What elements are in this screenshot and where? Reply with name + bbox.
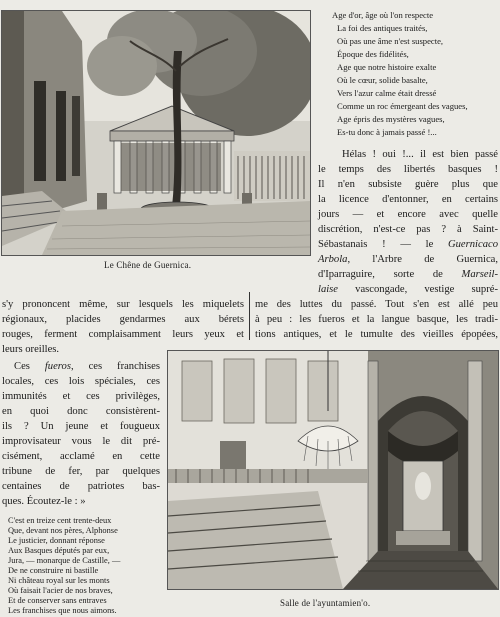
oak-of-guernica-illustration [1,10,311,256]
text-line: immunités et ces privilèges, [2,391,160,402]
poem-line: Époque des fidélités, [337,49,409,59]
song-line: Aux Basques députés par eux, [8,546,110,555]
song-line: Et de conserver sans entraves [8,596,107,605]
text-line: cisément, acclamé en cette [2,451,160,462]
text-line: jours — et encore avec quelle [318,209,498,220]
song-line: Les franchises que nous aimons. [8,606,117,615]
poem-line: Age que notre histoire exalte [337,62,437,72]
song-line: Que, devant nos pères, Alphonse [8,526,118,535]
text-line: tribune de fer, par quelques [2,466,160,477]
text-line: rouges, ferment complaisamment leurs yeux et [2,329,244,340]
poem-line: La foi des antiques traités, [337,23,428,33]
poem-line: Age épris des mystères vagues, [337,114,445,124]
text-line: s'y prononcent même, sur lesquels les miquelets [2,299,244,310]
text-line: me des luttes du passé. Tout s'en est allé peu [255,299,498,310]
poem-line: Où pas une âme n'est suspecte, [337,36,444,46]
text-line: improvisateur vous le dit pré- [2,436,160,447]
text-line: locales, ces lois spéciales, ces [2,376,160,387]
text-line: discrétion, n'est-ce pas ? à Saint- [318,224,498,235]
text-line: Ces fueros, ces franchises [14,361,160,372]
text-line: le temps des libertés basques ! [318,164,498,175]
oak-engraving-art [2,11,310,255]
poem-line: Où le cœur, solide basalte, [337,75,428,85]
text-line: tions antiques, et le tumulte des vieilles épopées, [255,329,498,340]
text-line: Arbola, l'Arbre de Guernica, [318,254,498,265]
text-line: ques. Écoutez-le : » [2,496,86,507]
song-line: Jura, — monarque de Castille, — [8,556,121,565]
song-line: C'est en treize cent trente-deux [8,516,112,525]
text-line: d'Iparraguire, sorte de Marseil- [318,269,498,280]
poem-line: Vers l'azur calme était dressé [337,88,437,98]
text-line: centaines de patriotes bas- [2,481,160,492]
text-line: laise vascongade, vestige supré- [318,284,498,295]
hall-caption: Salle de l'ayuntamien'o. [280,598,371,608]
text-line: leurs oreilles. [2,344,60,355]
column-divider [249,292,250,340]
song-line: Le justicier, donnant réponse [8,536,105,545]
text-line: Hélas ! oui !... il est bien passé [342,149,498,160]
text-line: en quoi donc consistèrent- [2,406,160,417]
text-line: à peu : les fueros et la langue basque, les tradi- [255,314,498,325]
text-line: Il n'en subsiste guère plus que [318,179,498,190]
poem-line: Comme un roc émergeant des vagues, [337,101,468,111]
poem-line: Es-tu donc à jamais passé !... [337,127,437,137]
text-line: ils ? Un jeune et fougueux [2,421,160,432]
poem-line: Age d'or, âge où l'on respecte [332,10,434,20]
hall-engraving-art [168,351,498,589]
ayuntamiento-hall-illustration [167,350,499,590]
text-line: la licence d'entonner, en certains [318,194,498,205]
song-line: Où faisait l'acier de nos braves, [8,586,113,595]
text-line: Sébastanais ! — le Guernicaco [318,239,498,250]
text-line: régionaux, placides gendarmes aux bérets [2,314,244,325]
song-line: Ni château royal sur les monts [8,576,110,585]
song-line: De ne construire ni bastille [8,566,99,575]
oak-caption: Le Chêne de Guernica. [104,260,192,270]
